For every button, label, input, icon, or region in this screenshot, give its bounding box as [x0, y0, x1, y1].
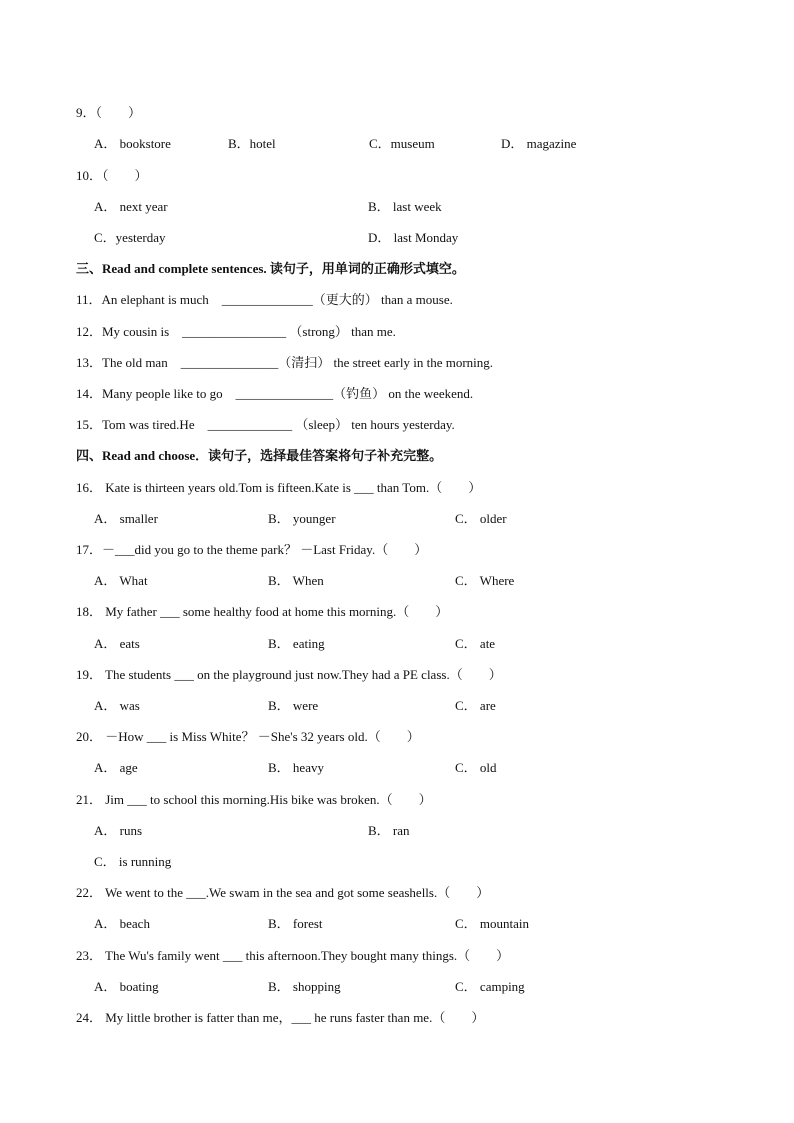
q16-option-a: A． smaller: [94, 511, 158, 526]
q20-stem: 20． －How ___ is Miss White？ －She's 32 years old.（ ）: [76, 729, 420, 744]
q17-option-b: B． When: [268, 573, 324, 588]
q18-option-a: A． eats: [94, 636, 140, 651]
q10-option-a: A． next year: [94, 199, 168, 214]
question-11: 11．An elephant is much ______________（更大的） than a mouse.: [76, 292, 453, 307]
q9-option-d: D． magazine: [501, 136, 577, 151]
q17-option-a: A． What: [94, 573, 148, 588]
q16-stem: 16． Kate is thirteen years old.Tom is fifteen.Kate is ___ than Tom.（ ）: [76, 480, 482, 495]
q21-option-b: B． ran: [368, 823, 410, 838]
q22-option-a: A． beach: [94, 916, 150, 931]
q22-option-b: B． forest: [268, 916, 323, 931]
q23-option-c: C． camping: [455, 979, 525, 994]
section-4-heading: 四、Read and choose．读句子，选择最佳答案将句子补充完整。: [76, 448, 443, 463]
q20-option-c: C． old: [455, 760, 497, 775]
q19-option-a: A． was: [94, 698, 140, 713]
q22-stem: 22． We went to the ___.We swam in the sea and got some seashells.（ ）: [76, 885, 490, 900]
q9-option-b: B．hotel: [228, 136, 276, 151]
question-14: 14．Many people like to go _______________（钓鱼） on the weekend.: [76, 386, 474, 401]
q17-option-c: C． Where: [455, 573, 515, 588]
q18-option-c: C． ate: [455, 636, 496, 651]
q21-option-c: C． is running: [94, 854, 172, 869]
section-3-heading: 三、Read and complete sentences. 读句子，用单词的正确形式填空。: [76, 261, 465, 276]
q17-stem: 17．－___did you go to the theme park？ －Last Friday.（ ）: [76, 542, 428, 557]
q16-option-b: B． younger: [268, 511, 336, 526]
q21-stem: 21． Jim ___ to school this morning.His bike was broken.（ ）: [76, 792, 432, 807]
q19-option-c: C． are: [455, 698, 496, 713]
question-15: 15．Tom was tired.He _____________ （sleep） ten hours yesterday.: [76, 417, 455, 432]
q21-option-a: A． runs: [94, 823, 143, 838]
q10-number: 10．（ ）: [76, 168, 148, 183]
q18-option-b: B． eating: [268, 636, 325, 651]
question-13: 13．The old man _______________（清扫） the street early in the morning.: [76, 355, 494, 370]
question-12: 12．My cousin is ________________ （strong） than me.: [76, 324, 396, 339]
q20-option-a: A． age: [94, 760, 138, 775]
q19-stem: 19． The students ___ on the playground just now.They had a PE class.（ ）: [76, 667, 502, 682]
q10-option-c: C．yesterday: [94, 230, 166, 245]
q23-stem: 23． The Wu's family went ___ this afternoon.They bought many things.（ ）: [76, 948, 510, 963]
q22-option-c: C． mountain: [455, 916, 530, 931]
q9-number: 9．（ ）: [76, 105, 142, 120]
q23-option-a: A． boating: [94, 979, 159, 994]
q9-option-c: C．museum: [369, 136, 435, 151]
q9-option-a: A． bookstore: [94, 136, 171, 151]
q23-option-b: B． shopping: [268, 979, 341, 994]
q10-option-b: B． last week: [368, 199, 442, 214]
q19-option-b: B． were: [268, 698, 319, 713]
q16-option-c: C． older: [455, 511, 507, 526]
q20-option-b: B． heavy: [268, 760, 324, 775]
q18-stem: 18． My father ___ some healthy food at home this morning.（ ）: [76, 604, 449, 619]
q10-option-d: D． last Monday: [368, 230, 459, 245]
q24-stem: 24． My little brother is fatter than me，___ he runs faster than me.（ ）: [76, 1010, 485, 1025]
